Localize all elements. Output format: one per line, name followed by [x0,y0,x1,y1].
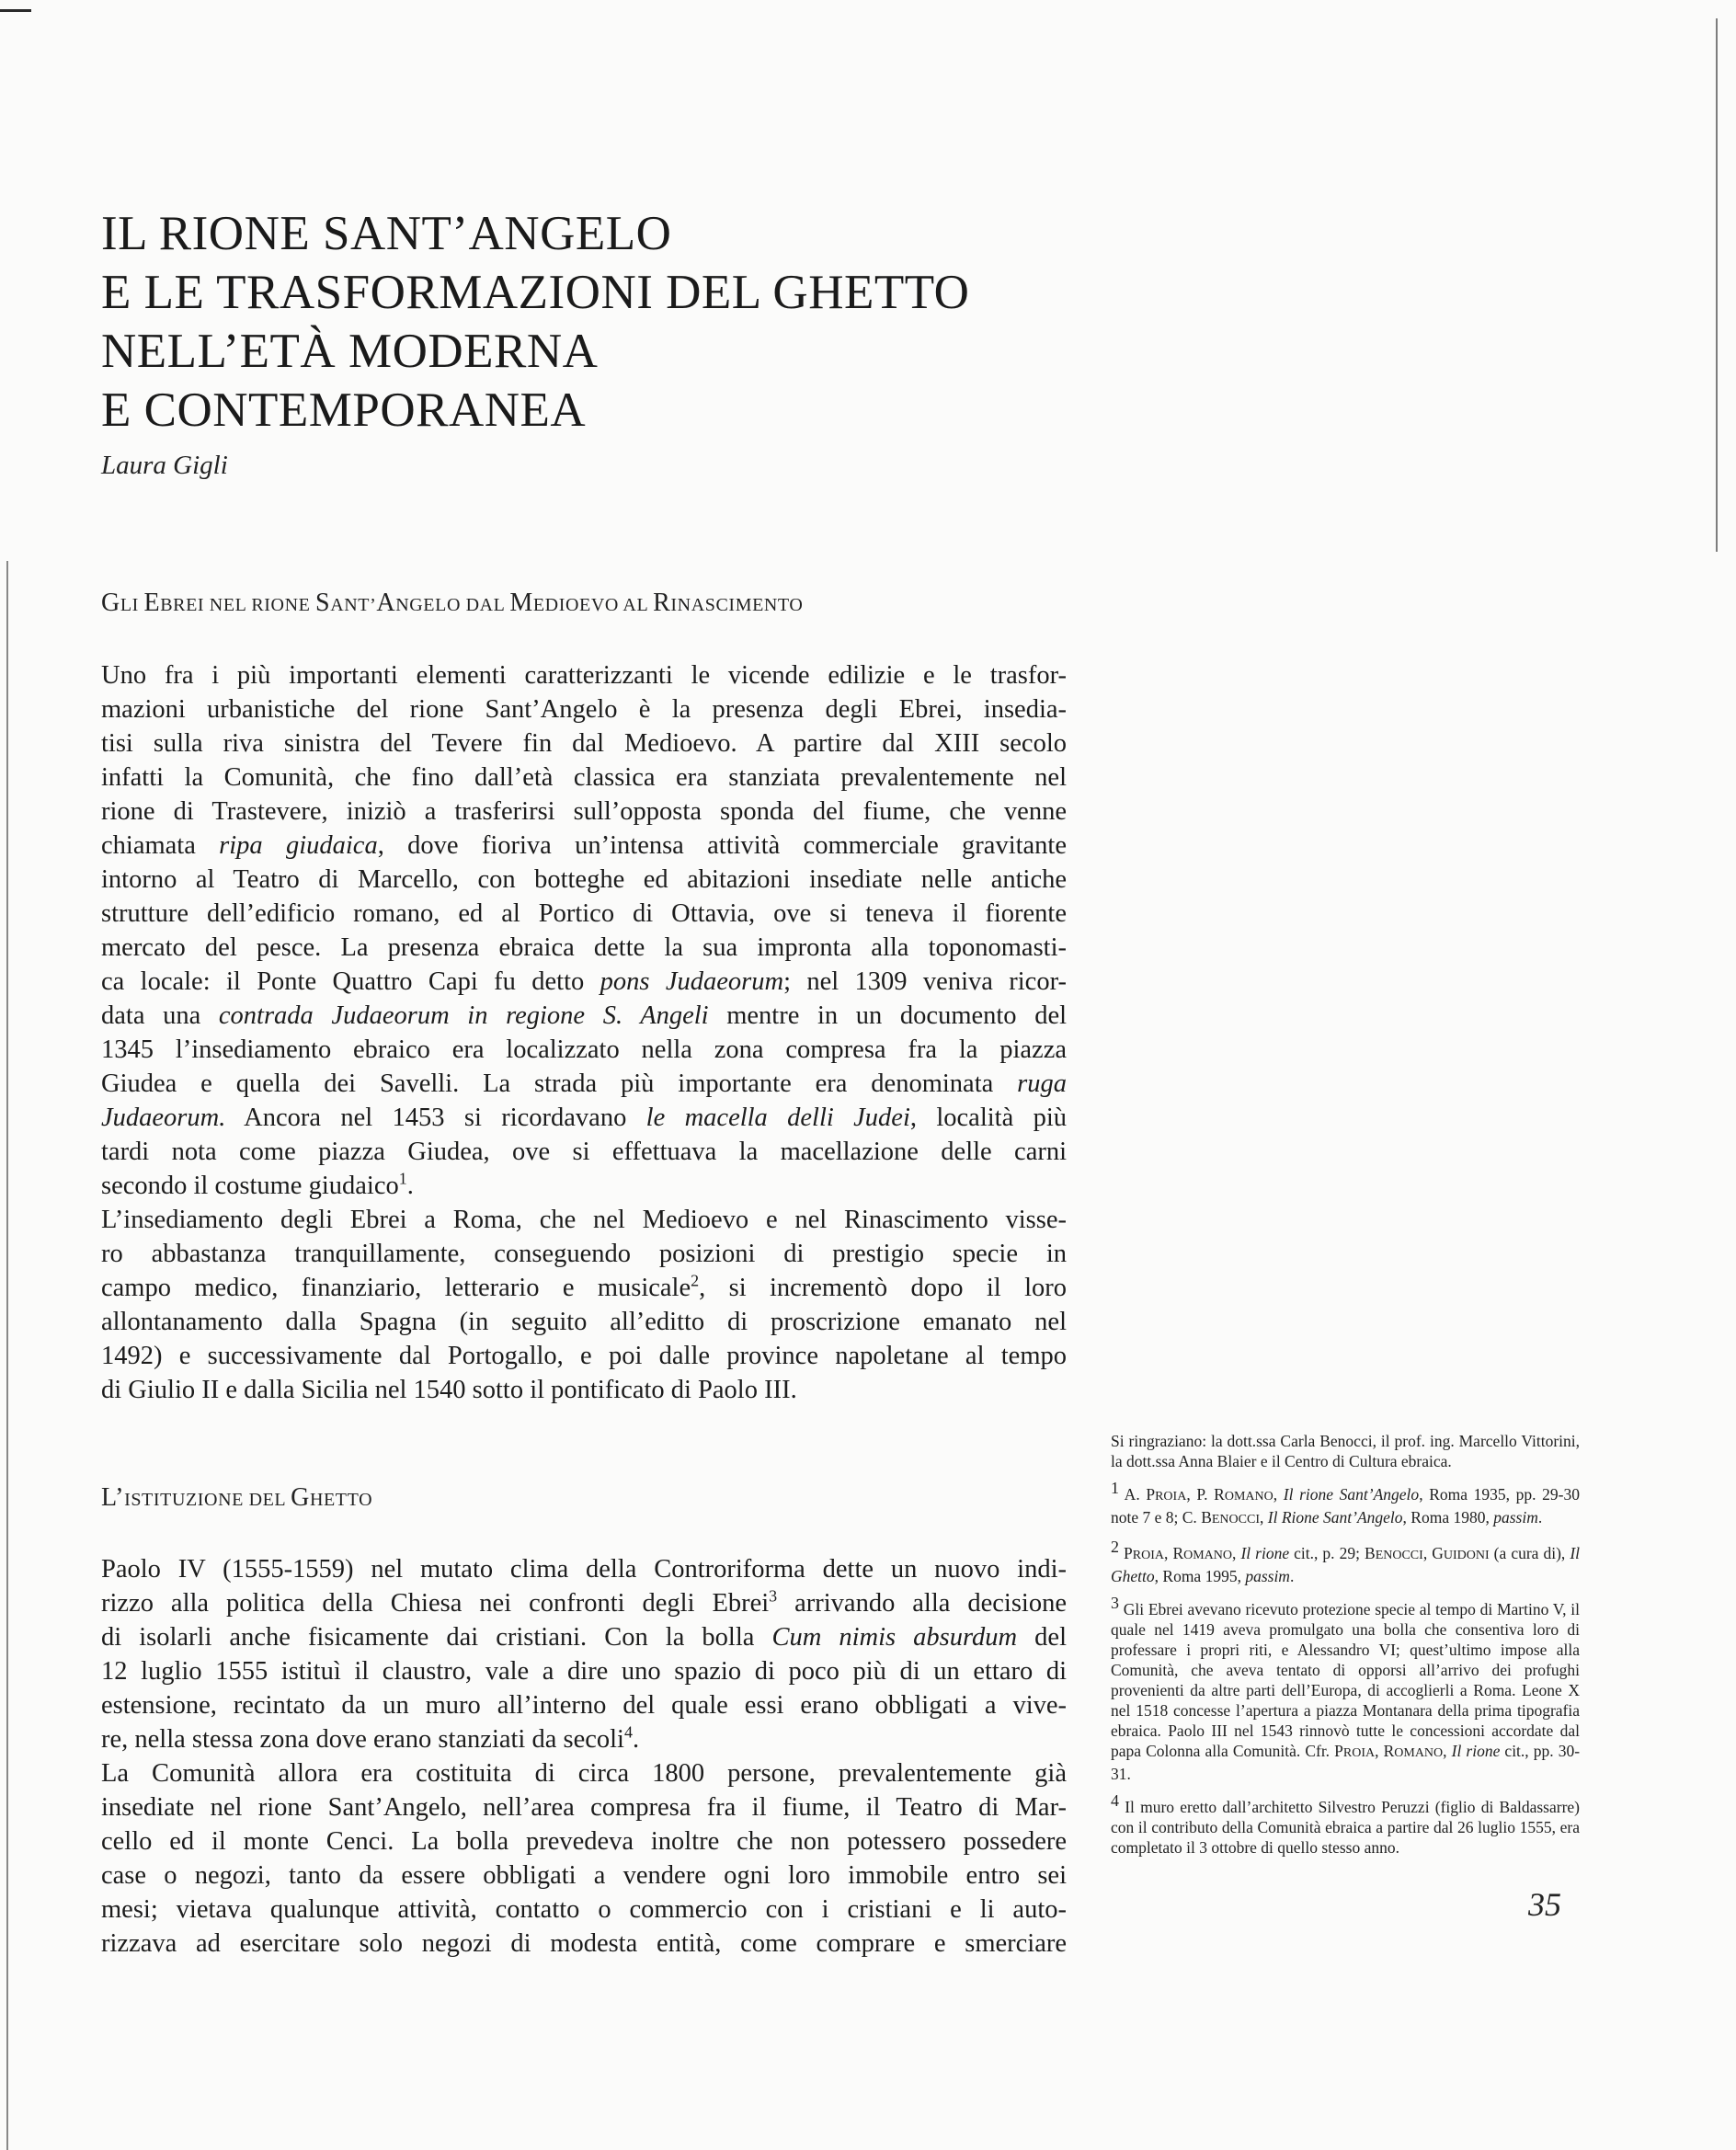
section1-paragraph-1: Uno fra i più importanti elementi caratterizzanti le vicende edilizie e le trasfor- mazioni urbanistiche del rione Sant’Angelo è la presenza degli Ebrei, insedia- tisi sulla riva sinistra del Tevere fin dal Medioevo. A partire dal XIII secolo infatti la Comunità, che fino dall’età classica era stanziata prevalentemente nel rione di Trastevere, iniziò a trasferirsi sull’opposta sponda del fiume, che venne chiamata ripa giudaica, dove fioriva un’intensa attività commerciale gravitante intorno al Teatro di Marcello, con botteghe ed abitazioni insediate nelle antiche strutture dell’edificio romano, ed al Portico di Ottavia, ove si teneva il fiorente mercato del pesce. La presenza ebraica dette la sua impronta alla toponomasti- ca locale: il Ponte Quattro Capi fu detto pons Judaeorum; nel 1309 veniva ricor- data una contrada Judaeorum in regione S. Angeli mentre in un documento del 1345 l’insediamento ebraico era localizzato nella zona compresa fra la piazza Giudea e quella dei Savelli. La strada più importante era denominata ruga Judaeorum. Ancora nel 1453 si ricordavano le macella delli Judei, località più tardi nota come piazza Giudea, ove si effettuava la macellazione delle carni secondo il costume giudaico$^1$. [101,661,1068,1200]
footnote-4: $^4$ Il muro eretto dall’architetto Silvestro Peruzzi (figlio di Baldassarre) con il contributo della Comunità ebraica a partire dal 26 luglio 1555, era completato il 3 ottobre di quello stesso anno. [1111,1791,1580,1857]
section2-paragraph-2: La Comunità allora era costituita di circa 1800 persone, prevalentemente già insediate nel rione Sant’Angelo, nell’area compresa fra il fiume, il Teatro di Mar- cello ed il monte Cenci. La bolla prevedeva inoltre che non potessero possedere case o negozi, tanto da essere obbligati a vendere ogni loro immobile entro sei mesi; vietava qualunque attività, contatto o commercio con i cristiani e li auto- rizzava ad esercitare solo negozi di modesta entità, come comprare e smerciare [101,1759,1067,1958]
scan-right-edge-line [1716,18,1718,552]
title-line-2: E LE TRASFORMAZIONI DEL GHETTO [101,266,970,319]
title-line-1: IL RIONE SANT’ANGELO [101,207,672,260]
section2-paragraph-1: Paolo IV (1555-1559) nel mutato clima della Controriforma dette un nuovo indi- rizzo alla politica della Chiesa nei confronti degli Ebrei$^3$ arrivando alla decisione di isolarli anche fisicamente dai cristiani. Con la bolla Cum nimis absurdum del 12 luglio 1555 istituì il claustro, vale a dire uno spazio di poco più di un ettaro di estensione, recintato da un muro all’interno del quale essi erano obbligati a vive- re, nella stessa zona dove erano stanziati da secoli$^4$. [101,1555,1068,1754]
section-heading-ebrei: GLI EBREI NEL RIONE SANT’ANGELO DAL MEDIOEVO AL RINASCIMENTO [101,589,804,617]
page-number: 35 [1528,1886,1561,1923]
footnote-3: $^3$ Gli Ebrei avevano ricevuto protezione specie al tempo di Martino V, il quale nel 1419 aveva promulgato una bolla che consentiva loro di professare i propri riti, e Alessandro VI; quest’ultimo impose alla Comunità, che aveva tentato di opporsi all’arrivo dei profughi provenienti da altre parti dell’Europa, di accoglierli a Roma. Leone X nel 1518 concesse l’apertura a piazza Montanara della prima tipografia ebraica. Paolo III nel 1543 rinnovò tutte le concessioni accordate dal papa Colonna alla Comunità. Cfr. PROIA, ROMANO, Il rione cit., pp. 30-31. [1111,1594,1581,1783]
footnote-ref-3: 3 [769,1586,778,1606]
article-title [101,204,1113,440]
section1-paragraph-2: L’insediamento degli Ebrei a Roma, che nel Medioevo e nel Rinascimento visse- ro abbastanza tranquillamente, conseguendo posizioni di prestigio specie in campo medico, finanziario, letterario e musicale$^2$, si incrementò dopo il loro allontanamento dalla Spagna (in seguito all’editto di proscrizione emanato nel 1492) e successivamente dal Portogallo, e poi dalle province napoletane al tempo di Giulio II e dalla Sicilia nel 1540 sotto il pontificato di Paolo III. [101,1206,1067,1404]
footnotes-column [1111,1431,1580,1870]
scan-left-edge-line [6,561,8,2150]
title-line-4: E CONTEMPORANEA [101,383,587,437]
author-name: Laura Gigli [101,451,228,480]
acknowledgement-note: Si ringraziano: la dott.ssa Carla Benocci, il prof. ing. Marcello Vittorini, la dott.ssa Anna Blaier e il Centro di Cultura ebraica. [1111,1432,1580,1470]
footnote-ref-1: 1 [398,1169,407,1188]
footnote-ref-2: 2 [691,1271,700,1290]
footnote-ref-4: 4 [623,1722,633,1742]
title-line-3: NELL’ETÀ MODERNA [101,325,599,378]
scan-corner-mark [0,9,31,12]
footnote-2: $^2$ PROIA, ROMANO, Il rione cit., p. 29; BENOCCI, GUIDONI (a cura di), Il Ghetto, Roma 1995, passim. [1111,1538,1581,1585]
footnote-1: $^1$ A. PROIA, P. ROMANO, Il rione Sant’Angelo, Roma 1935, pp. 29-30 note 7 e 8; C. BENOCCI, Il Rione Sant’Angelo, Roma 1980, passim. [1111,1479,1581,1527]
section-heading-istituzione: L’ISTITUZIONE DEL GHETTO [101,1483,373,1512]
